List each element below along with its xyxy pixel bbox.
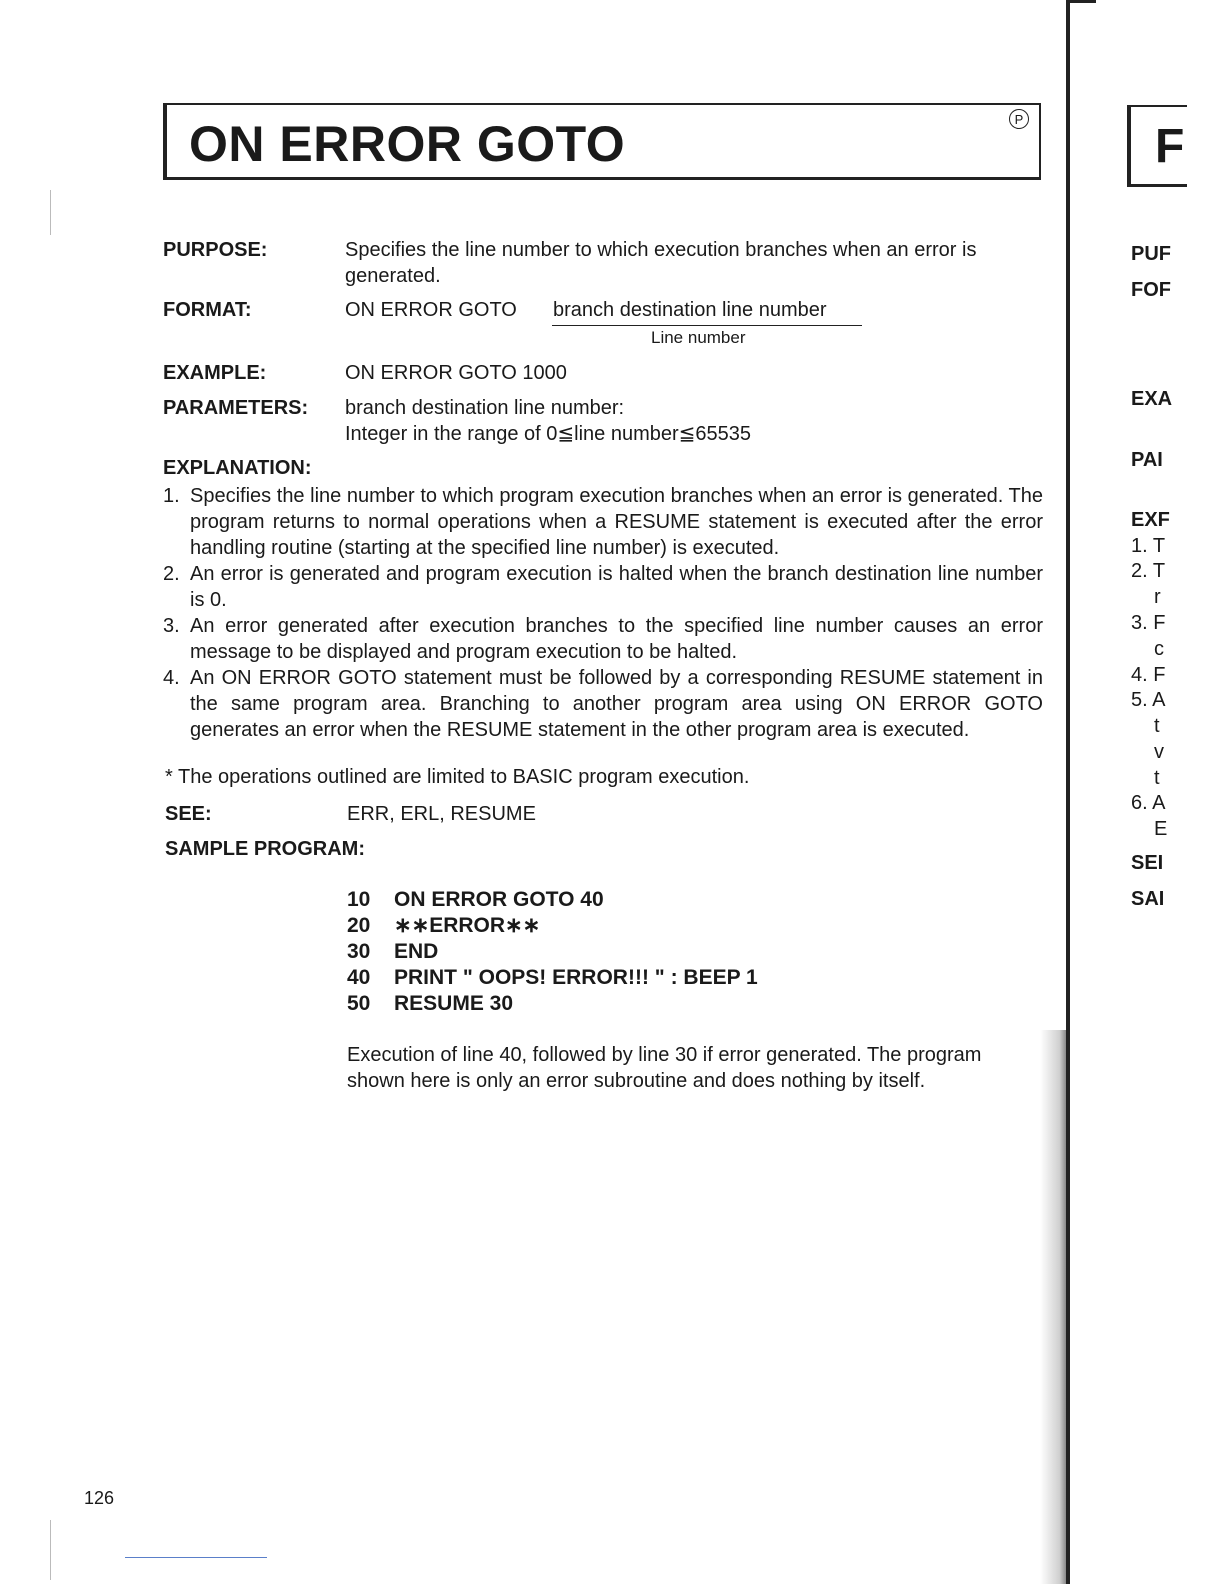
parameters-text (345, 395, 751, 447)
explanation-item (163, 613, 1043, 665)
code-line-text: END (394, 940, 439, 963)
item-number: 2. (163, 563, 180, 585)
format-label: FORMAT: (163, 299, 252, 321)
code-line-number: 40 (347, 966, 371, 989)
next-page-fragment: SAI (1131, 888, 1165, 910)
page-gutter-shadow (1040, 1030, 1068, 1584)
code-line-text: RESUME 30 (394, 992, 514, 1015)
next-page-fragment: 6. A (1131, 792, 1166, 814)
item-text: An error is generated and program execution is halted when the branch destination line number is 0. (190, 563, 1043, 611)
code-line-text: PRINT " OOPS! ERROR!!! " : BEEP 1 (394, 966, 758, 989)
code-line-number: 50 (347, 992, 371, 1015)
explanation-item (163, 665, 1043, 743)
next-page-fragment: t (1154, 767, 1160, 789)
next-page-title-box (1127, 105, 1187, 187)
next-page-fragment: 5. A (1131, 689, 1166, 711)
code-line-text: ON ERROR GOTO 40 (394, 888, 604, 911)
next-page-fragment: 1. T (1131, 535, 1166, 557)
next-page-fragment: E (1154, 818, 1168, 840)
purpose-line-2: generated. (345, 265, 441, 287)
footer-rule (125, 1557, 267, 1558)
scan-mark (50, 1520, 51, 1580)
code-line-number: 10 (347, 888, 371, 911)
item-text: Specifies the line number to which program execution branches when an error is generated. The program returns to normal operations when a RESUME statement is executed after the error handling routine (starting at the specified line number) is executed. (190, 485, 1043, 559)
next-page-fragment: 4. F (1131, 664, 1166, 686)
page-number: 126 (84, 1488, 115, 1508)
next-page-fragment: EXA (1131, 388, 1173, 410)
parameters-line-2: Integer in the range of 0≦line number≦65535 (345, 423, 752, 445)
code-line-number: 30 (347, 940, 371, 963)
explanation-item (163, 561, 1043, 613)
code-line (347, 991, 758, 1017)
sample-program-code (347, 887, 758, 1017)
purpose-line-1: Specifies the line number to which execution branches when an error is (345, 239, 977, 261)
code-line-number: 20 (347, 914, 371, 937)
explanation-item (163, 483, 1043, 561)
parameters-label: PARAMETERS: (163, 397, 309, 419)
item-text: An error generated after execution branches to the specified line number causes an error message to be displayed and program execution to be halted. (190, 615, 1043, 663)
p-mode-icon: P (1009, 109, 1029, 129)
next-page-fragment: 3. F (1131, 612, 1166, 634)
next-page-fragment: v (1154, 741, 1164, 763)
explanation-label: EXPLANATION: (163, 457, 312, 479)
title-box (163, 103, 1041, 180)
sample-program-label: SAMPLE PROGRAM: (165, 838, 365, 860)
code-line (347, 913, 758, 939)
next-page-fragment: r (1154, 586, 1161, 608)
code-line (347, 887, 758, 913)
purpose-text (345, 237, 1045, 289)
scan-mark (50, 190, 51, 235)
page-title: ON ERROR GOTO (189, 116, 626, 172)
next-page-title: F (1155, 120, 1185, 173)
next-page-fragment: PAI (1131, 449, 1163, 471)
code-line (347, 939, 758, 965)
next-page-fragment: t (1154, 715, 1160, 737)
explanation-list (163, 483, 1043, 743)
format-argument: branch destination line number (553, 299, 827, 321)
code-line-text: ∗∗ERROR∗∗ (394, 914, 541, 937)
item-text: An ON ERROR GOTO statement must be followed by a corresponding RESUME statement in the same program area. Branching to another program area using ON ERROR GOTO generates an error when the RESUME statement in the other program area is executed. (190, 667, 1043, 741)
next-page-fragment: EXF (1131, 509, 1170, 531)
code-line (347, 965, 758, 991)
purpose-label: PURPOSE: (163, 239, 268, 261)
example-text: ON ERROR GOTO 1000 (345, 362, 567, 384)
next-page-fragment: 2. T (1131, 560, 1166, 582)
format-command: ON ERROR GOTO (345, 299, 517, 321)
item-number: 1. (163, 485, 180, 507)
next-page-fragment: FOF (1131, 279, 1171, 301)
format-argument-caption: Line number (651, 328, 746, 347)
format-argument-underline (552, 325, 862, 326)
see-label: SEE: (165, 803, 212, 825)
item-number: 4. (163, 667, 180, 689)
next-page-fragment: c (1154, 638, 1164, 660)
next-page-fragment: PUF (1131, 243, 1171, 265)
item-number: 3. (163, 615, 180, 637)
parameters-line-1: branch destination line number: (345, 397, 625, 419)
next-page-fragment: SEI (1131, 852, 1164, 874)
explanation-note: * The operations outlined are limited to BASIC program execution. (165, 766, 750, 788)
see-text: ERR, ERL, RESUME (347, 803, 536, 825)
sample-program-description: Execution of line 40, followed by line 30 if error generated. The program shown here is only an error subroutine and does nothing by itself. (347, 1044, 982, 1092)
next-page-edge (1070, 0, 1224, 1584)
example-label: EXAMPLE: (163, 362, 267, 384)
